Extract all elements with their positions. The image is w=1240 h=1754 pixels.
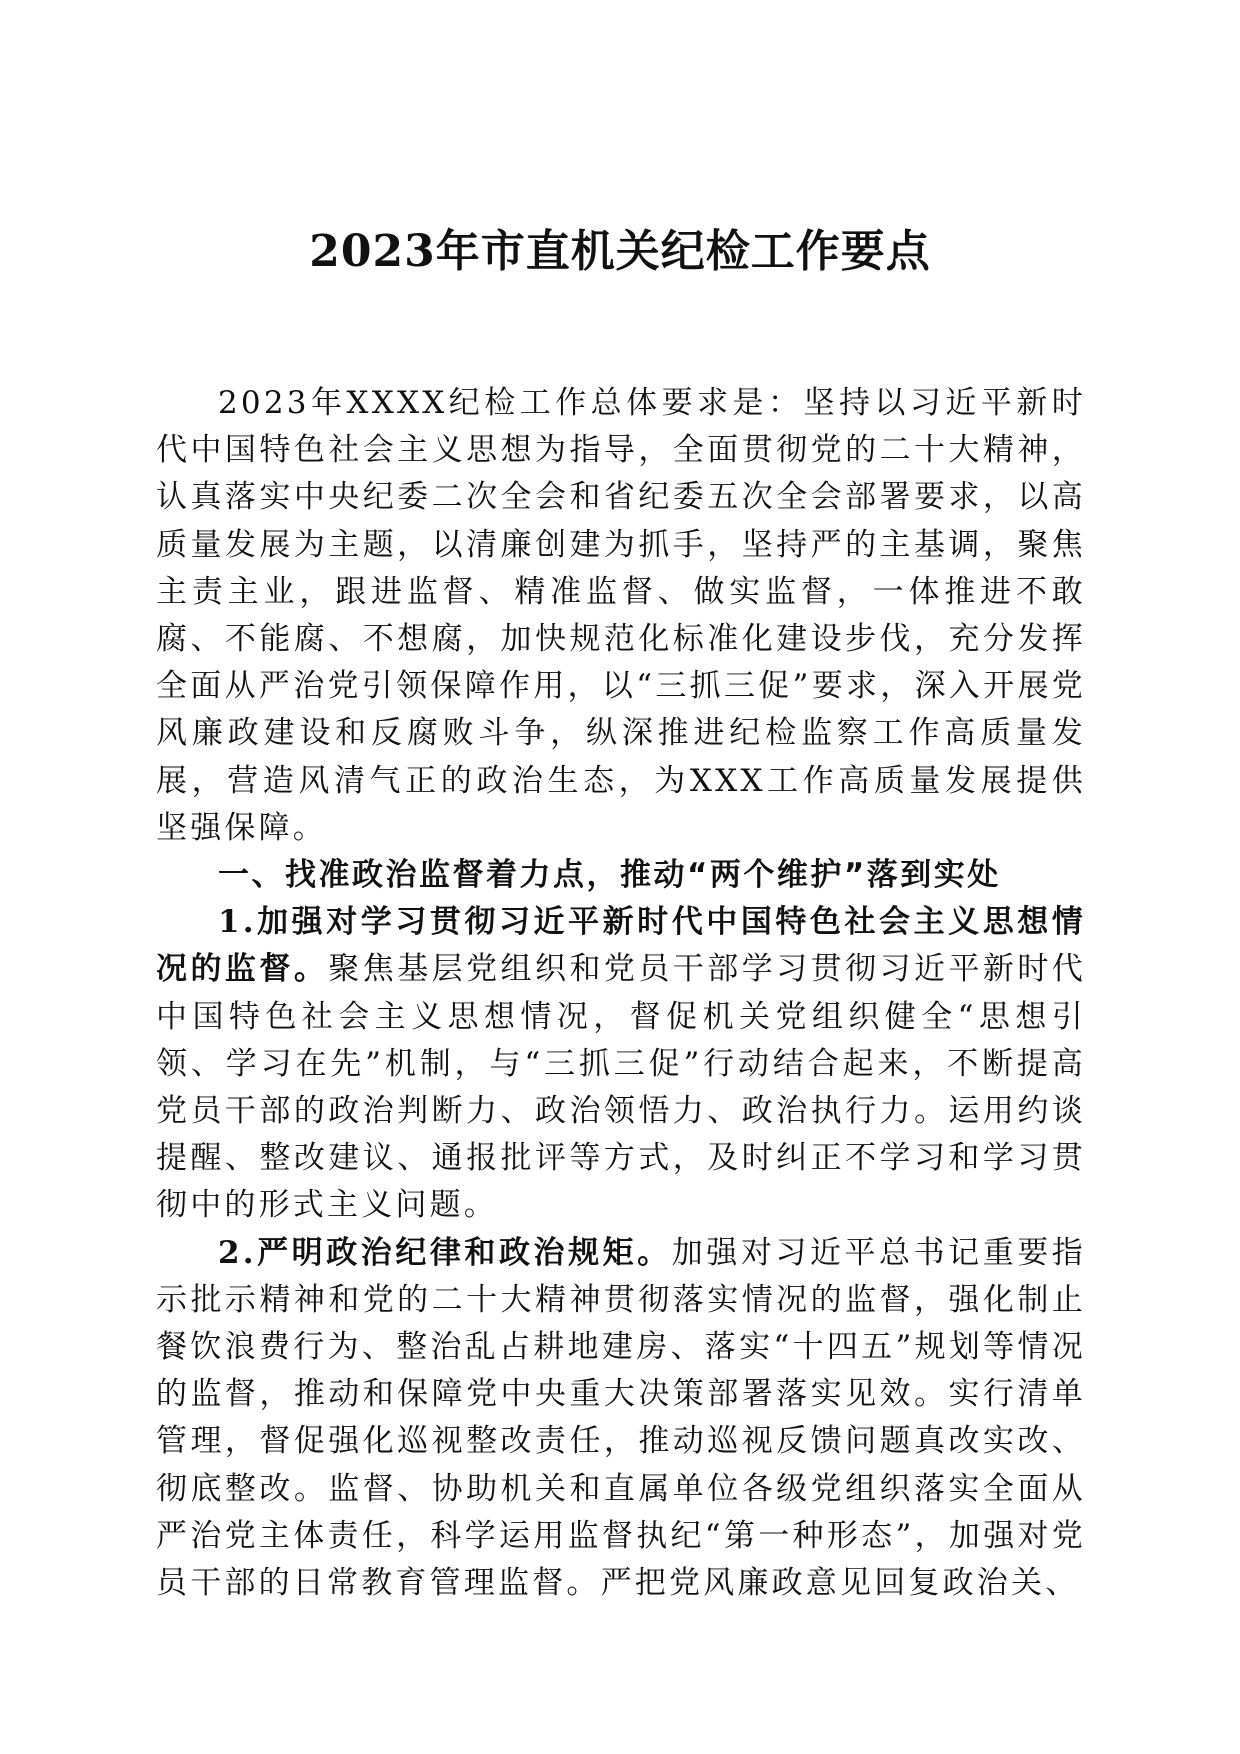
document-body [156,380,1086,1607]
item-1-paragraph [156,899,1086,1229]
section-heading-1: 一、找准政治监督着力点，推动“两个维护”落到实处 [218,857,1001,894]
item-1-title: 1.加强对学习贯彻习近平新时代中国特色社会主义思想情况的监督。 [156,904,1086,988]
item-1-body: 聚焦基层党组织和党员干部学习贯彻习近平新时代中国特色社会主义思想情况，督促机关党组织健全“思想引领、学习在先”机制，与“三抓三促”行动结合起来，不断提高党员干部的政治判断力、政治领悟力、政治执行力。运用约谈提醒、整改建议、通报批评等方式，及时纠正不学习和学习贯彻中的形式主义问题。 [156,951,1087,1224]
document-title: 2023年市直机关纪检工作要点 [309,226,931,277]
item-2-title: 2.严明政治纪律和政治规矩。 [218,1234,672,1271]
item-2-body: 加强对习近平总书记重要指示批示精神和党的二十大精神贯彻落实情况的监督，强化制止餐饮浪费行为、整治乱占耕地建房、落实“十四五”规划等情况的监督，推动和保障党中央重大决策部署落实见效。实行清单管理，督促强化巡视整改责任，推动巡视反馈问题真改实改、彻底整改。监督、协助机关和直属单位各级党组织落实全面从严治党主体责任，科学运用监督执纪“第一种形态”，加强对党员干部的日常教育管理监督。严把党风廉政意见回复政治关、 [156,1234,1086,1602]
item-2-paragraph [156,1230,1086,1608]
intro-paragraph: 2023年XXXX纪检工作总体要求是：坚持以习近平新时代中国特色社会主义思想为指导，全面贯彻党的二十大精神，认真落实中央纪委二次全会和省纪委五次全会部署要求，以高质量发展为主题，以清廉创建为抓手，坚持严的主基调，聚焦主责主业，跟进监督、精准监督、做实监督，一体推进不敢腐、不能腐、不想腐，加快规范化标准化建设步伐，充分发挥全面从严治党引领保障作用，以“三抓三促”要求，深入开展党风廉政建设和反腐败斗争，纵深推进纪检监察工作高质量发展，营造风清气正的政治生态，为XXX工作高质量发展提供坚强保障。 [156,385,1086,846]
